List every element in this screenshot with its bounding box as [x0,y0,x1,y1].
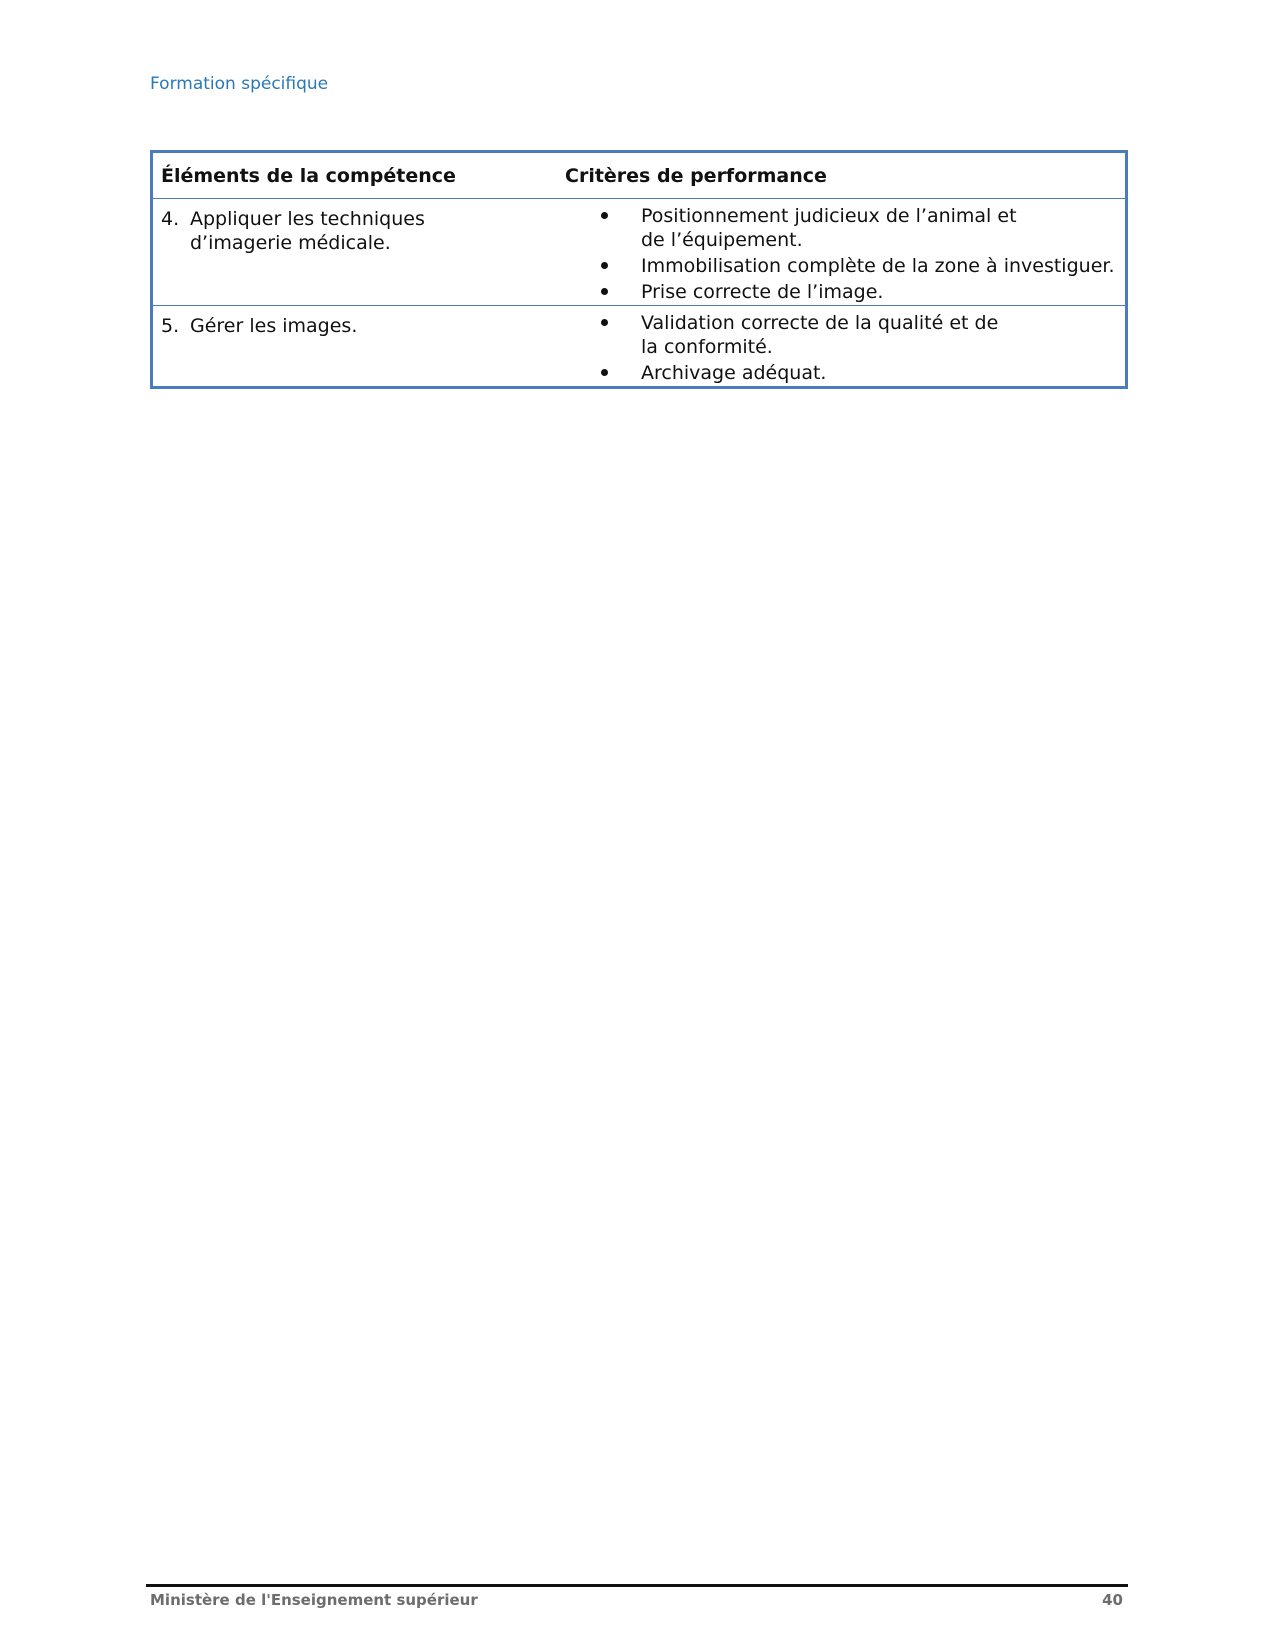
table-row [153,305,1125,386]
criteria-cell [565,306,1125,386]
element-cell [153,306,565,386]
list-item [565,254,1125,278]
bullet-icon [565,311,641,359]
criterion-text: Validation correcte de la qualité et de la conformité. [641,312,999,358]
bullet-icon [565,280,641,304]
list-item [565,280,1125,304]
list-item [565,361,1125,385]
criterion-text: Prise correcte de l’image. [641,281,884,303]
footer-organization: Ministère de l'Enseignement supérieur [150,1591,478,1609]
list-item [565,311,1125,359]
element-number: 5. [161,315,180,337]
bullet-icon [565,254,641,278]
criterion-text: Immobilisation complète de la zone à investiguer. [641,255,1115,277]
footer-divider [146,1584,1128,1587]
element-cell [153,199,565,305]
criteria-list [565,199,1125,310]
page-number: 40 [1102,1591,1123,1609]
element-text: Appliquer les techniques d’imagerie médicale. [190,208,425,254]
column-header-criteria: Critères de performance [565,164,827,187]
bullet-icon [565,204,641,252]
criterion-text: Archivage adéquat. [641,362,827,384]
table-row [153,198,1125,305]
element-number: 4. [161,208,180,230]
running-header: Formation spécifique [150,74,329,94]
element-item [161,306,565,338]
table-header-row [153,153,1125,198]
column-header-elements: Éléments de la compétence [161,164,456,187]
element-item [161,199,565,255]
criteria-list [565,306,1125,391]
criteria-cell [565,199,1125,305]
bullet-icon [565,361,641,385]
list-item [565,204,1125,252]
criterion-text: Positionnement judicieux de l’animal et de l’équipement. [641,205,1017,251]
competency-table [150,150,1128,389]
element-text: Gérer les images. [190,315,358,337]
